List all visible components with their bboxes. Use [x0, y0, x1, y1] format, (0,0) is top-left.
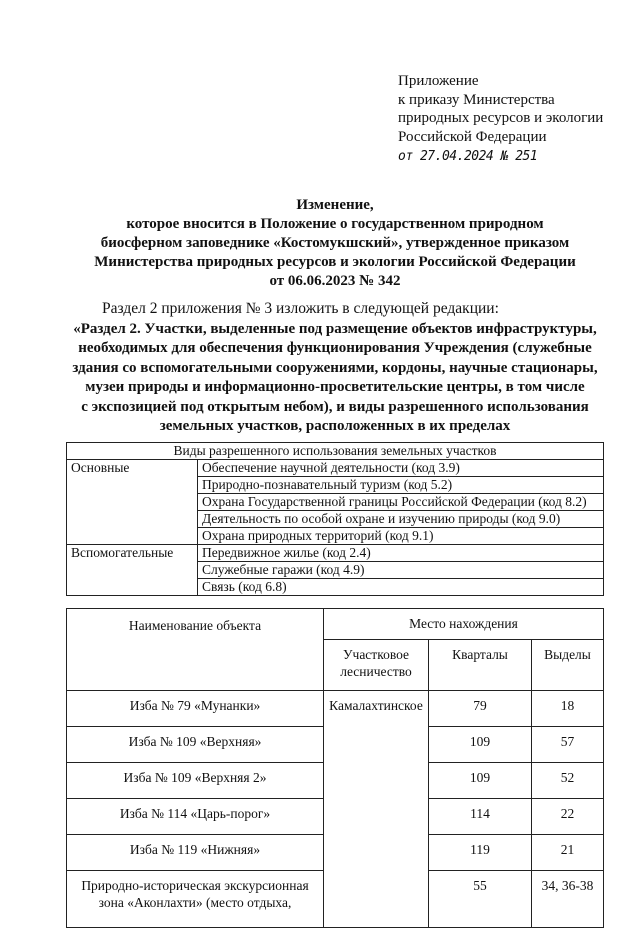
section-line: необходимых для обеспечения функционирования Учреждения (служебные [78, 340, 592, 357]
quarter-cell: 79 [429, 691, 532, 727]
plot-cell: 21 [532, 835, 604, 871]
forestry-cell: Камалахтинское [324, 691, 429, 928]
plot-cell: 18 [532, 691, 604, 727]
intro-text: Раздел 2 приложения № 3 изложить в следующей редакции: [102, 300, 499, 317]
appendix-line: природных ресурсов и экологии [398, 110, 604, 126]
quarter-cell: 114 [429, 799, 532, 835]
document-title [40, 196, 630, 291]
land-use-table [66, 442, 604, 596]
title-line: Изменение, [296, 197, 374, 213]
col-header-quarters: Кварталы [429, 640, 532, 691]
land-use-header: Виды разрешенного использования земельных участков [67, 443, 604, 460]
quarter-cell: 109 [429, 727, 532, 763]
land-use-item: Деятельность по особой охране и изучению природы (код 9.0) [198, 511, 604, 528]
section-line: «Раздел 2. Участки, выделенные под размещение объектов инфраструктуры, [73, 321, 597, 337]
section-line: здания со вспомогательными сооружениями, кордоны, научные стационары, [72, 359, 598, 376]
section-line: с экспозицией под открытым небом), и виды разрешенного использования [81, 398, 589, 415]
land-use-item: Охрана природных территорий (код 9.1) [198, 528, 604, 545]
aux-category-label: Вспомогательные [67, 545, 198, 596]
title-line: биосферном заповеднике «Костомукшский», утвержденное приказом [100, 235, 570, 251]
appendix-line: Российской Федерации [398, 128, 547, 145]
land-use-item: Передвижное жилье (код 2.4) [198, 545, 604, 562]
object-name: Природно-историческая экскурсионная зона «Аконлахти» (место отдыха, [67, 871, 324, 928]
title-line: Министерства природных ресурсов и экологии Российской Федерации [94, 254, 576, 270]
plot-cell: 52 [532, 763, 604, 799]
col-header-forestry: Участковое лесничество [324, 640, 429, 691]
title-line: которое вносится в Положение о государственном природном [126, 216, 544, 232]
object-name: Изба № 109 «Верхняя 2» [67, 763, 324, 799]
section-line: музеи природы и информационно-просветительские центры, в том числе [85, 379, 585, 396]
land-use-item: Природно-познавательный туризм (код 5.2) [198, 477, 604, 494]
plot-cell: 57 [532, 727, 604, 763]
main-category-label: Основные [67, 460, 198, 545]
object-name: Изба № 119 «Нижняя» [67, 835, 324, 871]
object-name: Изба № 109 «Верхняя» [67, 727, 324, 763]
section-line: земельных участков, расположенных в их пределах [159, 418, 511, 435]
plot-cell: 22 [532, 799, 604, 835]
appendix-line: к приказу Министерства [398, 91, 555, 108]
land-use-item: Связь (код 6.8) [198, 579, 604, 596]
quarter-cell: 119 [429, 835, 532, 871]
col-header-location: Место нахождения [324, 609, 604, 640]
object-name: Изба № 114 «Царь-порог» [67, 799, 324, 835]
col-header-plots: Выделы [532, 640, 604, 691]
appendix-line: Приложение [398, 73, 479, 89]
title-line: от 06.06.2023 № 342 [269, 273, 401, 289]
col-header-name: Наименование объекта [67, 609, 324, 691]
section-heading [40, 320, 630, 436]
land-use-item: Охрана Государственной границы Российской Федерации (код 8.2) [198, 494, 604, 511]
objects-table [66, 608, 604, 928]
appendix-block [398, 72, 603, 167]
land-use-item: Служебные гаражи (код 4.9) [198, 562, 604, 579]
object-name: Изба № 79 «Мунанки» [67, 691, 324, 727]
land-use-item: Обеспечение научной деятельности (код 3.9) [198, 460, 604, 477]
order-number-handwritten: от 27.04.2024 № 251 [398, 149, 538, 164]
plot-cell: 34, 36-38 [532, 871, 604, 928]
quarter-cell: 55 [429, 871, 532, 928]
quarter-cell: 109 [429, 763, 532, 799]
